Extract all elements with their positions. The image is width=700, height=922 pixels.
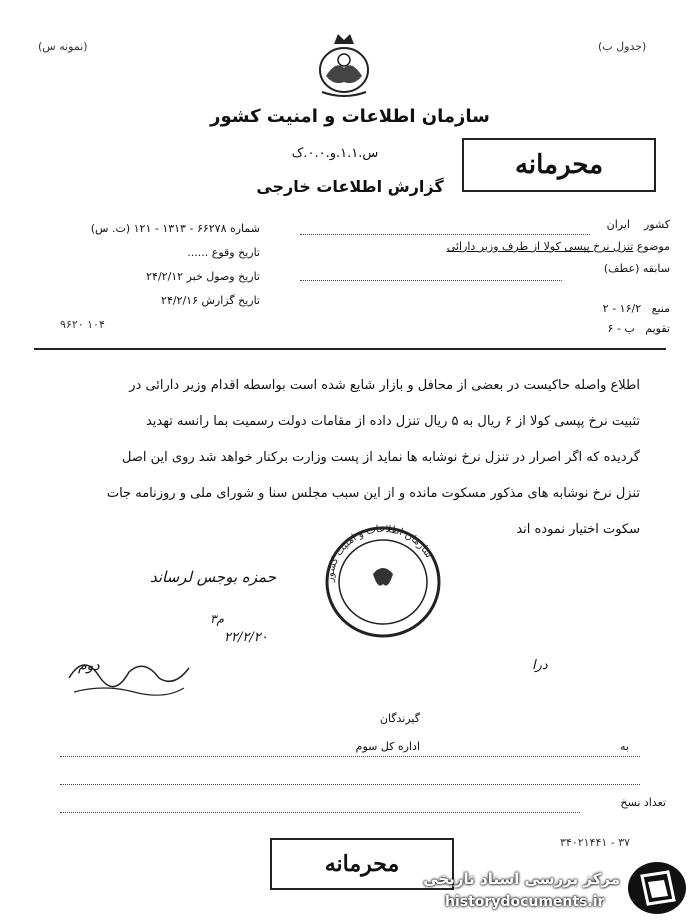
rating-value: ب - ۶ — [607, 322, 635, 335]
incident-date-row — [130, 246, 260, 259]
top-right-label: (جدول ب) — [598, 40, 647, 53]
organization-name: سازمان اطلاعات و امنیت کشور — [210, 106, 490, 127]
subject-label: موضوع — [636, 240, 670, 253]
signature: حمزه بوجس لرساند — [150, 568, 276, 586]
report-date-value: ۲۴/۲/۱۶ — [161, 294, 198, 307]
incident-date-label: تاریخ وقوع — [211, 246, 260, 259]
subject-row — [330, 240, 670, 253]
report-body — [50, 368, 640, 548]
body-line: تنزل نرخ نوشابه های مذکور مسکوت مانده و از این سبب مجلس سنا و شورای ملی و روزنامه جات — [106, 486, 640, 501]
body-line: تثبیت نرخ پپسی کولا از ۶ ریال به ۵ ریال تنزل داده از مقامات دولت رسمیت بما رانسه تهدید — [145, 414, 640, 429]
background-dotted-line — [300, 280, 562, 281]
official-round-seal-icon — [318, 522, 448, 642]
recipient-value: اداره کل سوم — [355, 740, 420, 753]
reference-code: س.۱.۱.و.۰.۰.ک — [291, 146, 379, 161]
handwritten-note: دوم — [78, 658, 100, 674]
watermark-title: مرکز بررسی اسناد تاریخی — [423, 870, 620, 888]
background-label: سابقه (عطف) — [603, 262, 670, 275]
number-row — [40, 222, 260, 235]
copies-dotted-line — [60, 812, 580, 813]
body-line: گردیده که اگر اصرار در تنزل نرخ نوشابه ها نماید از پست وزارت برکنار خواهد شد روی این اصل — [122, 450, 640, 465]
seal-text: سازمان اطلاعات و امنیت کشور — [324, 523, 435, 583]
number-value: ۶۶۲۷۸ - ۱۳۱۳ - ۱۲۱ — [133, 222, 227, 235]
subject-value: تنزل نرخ پپسی کولا از طرف وزیر دارائی — [446, 240, 634, 253]
header-divider — [34, 348, 666, 350]
country-value: ایران — [606, 218, 630, 231]
body-line: اطلاع واصله حاکیست در بعضی از محافل و بازار شایع شده است بواسطه اقدام وزیر دارائی در — [129, 378, 640, 393]
confidential-stamp-bottom: محرمانه — [270, 838, 454, 890]
watermark-logo-icon — [628, 862, 686, 914]
handwritten-note: ۲۲/۲/۲۰ — [224, 630, 268, 645]
incident-date-value: ...... — [187, 246, 209, 259]
source-label: منبع — [651, 302, 670, 315]
country-dotted-line — [300, 234, 590, 235]
report-date-label: تاریخ گزارش — [201, 294, 260, 307]
rating-label: تقویم — [645, 322, 670, 335]
country-label: کشور — [643, 218, 670, 231]
rating-row — [540, 322, 670, 335]
source-value: ۱۶/۲ - ۲ — [602, 302, 642, 315]
number-label: شماره — [229, 222, 260, 235]
extra-number: ۹۶۲۰ ۱۰۴ — [60, 318, 105, 331]
top-left-label: (نمونه س) — [38, 40, 88, 53]
lion-and-sun-emblem-icon — [310, 30, 378, 100]
recipients-label: گیرندگان — [379, 712, 420, 725]
handwritten-note: ۳م — [210, 612, 224, 626]
watermark-url: historydocuments.ir — [445, 894, 605, 910]
report-date-row — [60, 294, 260, 307]
body-line: سکوت اختیار نموده اند — [516, 522, 640, 537]
news-received-row — [60, 270, 260, 283]
number-suffix: (ت. س) — [90, 222, 131, 235]
news-received-value: ۲۴/۲/۱۲ — [146, 270, 184, 283]
source-row — [500, 302, 670, 315]
report-title: گزارش اطلاعات خارجی — [256, 177, 444, 196]
recipients-dotted-line-2 — [60, 784, 640, 785]
country-row — [420, 218, 670, 231]
copies-label: تعداد نسخ — [620, 796, 666, 809]
confidential-stamp-top: محرمانه — [462, 138, 656, 192]
news-received-label: تاریخ وصول خبر — [186, 270, 260, 283]
recipients-dotted-line — [60, 756, 640, 757]
handwritten-scribble-icon — [64, 648, 194, 700]
recipient-prefix: به — [620, 740, 629, 753]
handwritten-note: درا — [532, 658, 548, 673]
bottom-code: ۳۴۰۲۱۴۴۱ - ۳۷ — [560, 836, 631, 849]
